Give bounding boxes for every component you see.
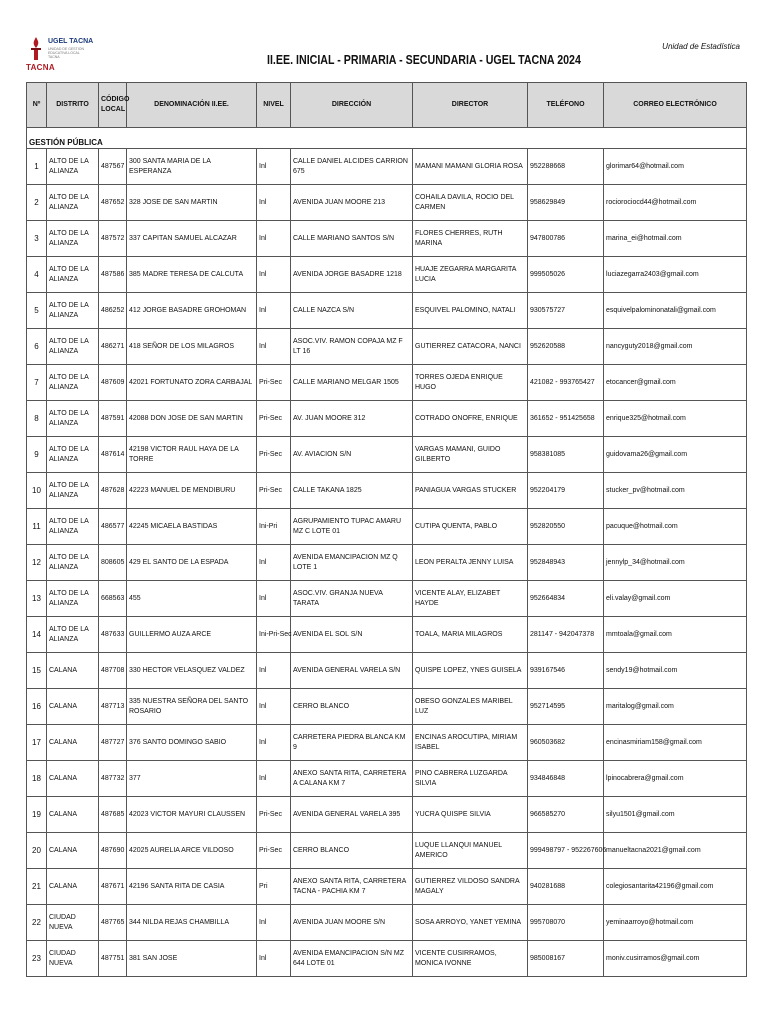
code-cell: 487690 xyxy=(99,833,127,869)
table-row xyxy=(27,941,747,977)
logo-word: TACNA xyxy=(26,63,55,72)
director-cell: COTRADO ONOFRE, ENRIQUE xyxy=(413,401,528,437)
code-cell: 486271 xyxy=(99,329,127,365)
level-cell: Inl xyxy=(257,221,291,257)
school-name-cell: 412 JORGE BASADRE GROHOMAN xyxy=(127,293,257,329)
table-row xyxy=(27,437,747,473)
email-cell: silyu1501@gmail.com xyxy=(604,797,747,833)
row-number: 16 xyxy=(27,689,47,725)
school-name-cell: 42023 VICTOR MAYURI CLAUSSEN xyxy=(127,797,257,833)
director-cell: YUCRA QUISPE SILVIA xyxy=(413,797,528,833)
school-name-cell: 42198 VICTOR RAUL HAYA DE LA TORRE xyxy=(127,437,257,473)
code-cell: 668563 xyxy=(99,581,127,617)
school-name-cell: GUILLERMO AUZA ARCE xyxy=(127,617,257,653)
director-cell: SOSA ARROYO, YANET YEMINA xyxy=(413,905,528,941)
torch-emblem-icon xyxy=(28,36,44,62)
school-name-cell: 429 EL SANTO DE LA ESPADA xyxy=(127,545,257,581)
school-name-cell: 381 SAN JOSE xyxy=(127,941,257,977)
email-cell: manueltacna2021@gmail.com xyxy=(604,833,747,869)
director-cell: TORRES OJEDA ENRIQUE HUGO xyxy=(413,365,528,401)
phone-cell: 995708070 xyxy=(528,905,604,941)
phone-cell: 939167546 xyxy=(528,653,604,689)
district-cell: ALTO DE LA ALIANZA xyxy=(47,473,99,509)
email-cell: nancyguty2018@gmail.com xyxy=(604,329,747,365)
address-cell: AVENIDA EL SOL S/N xyxy=(291,617,413,653)
director-cell: PANIAGUA VARGAS STUCKER xyxy=(413,473,528,509)
district-cell: ALTO DE LA ALIANZA xyxy=(47,365,99,401)
district-cell: ALTO DE LA ALIANZA xyxy=(47,257,99,293)
phone-cell: 952620588 xyxy=(528,329,604,365)
schools-table xyxy=(26,82,747,977)
school-name-cell: 42245 MICAELA BASTIDAS xyxy=(127,509,257,545)
school-name-cell: 377 xyxy=(127,761,257,797)
level-cell: Inl xyxy=(257,149,291,185)
row-number: 8 xyxy=(27,401,47,437)
row-number: 1 xyxy=(27,149,47,185)
director-cell: OBESO GONZALES MARIBEL LUZ xyxy=(413,689,528,725)
level-cell: Pri-Sec xyxy=(257,797,291,833)
director-cell: ENCINAS AROCUTIPA, MIRIAM ISABEL xyxy=(413,725,528,761)
code-cell: 486577 xyxy=(99,509,127,545)
table-row xyxy=(27,869,747,905)
school-name-cell: 344 NILDA REJAS CHAMBILLA xyxy=(127,905,257,941)
district-cell: ALTO DE LA ALIANZA xyxy=(47,329,99,365)
row-number: 23 xyxy=(27,941,47,977)
row-number: 2 xyxy=(27,185,47,221)
code-cell: 486252 xyxy=(99,293,127,329)
code-cell: 487591 xyxy=(99,401,127,437)
phone-cell: 958381085 xyxy=(528,437,604,473)
row-number: 14 xyxy=(27,617,47,653)
table-row xyxy=(27,725,747,761)
table-row xyxy=(27,905,747,941)
level-cell: Inl xyxy=(257,185,291,221)
email-cell: enrique325@hotmail.com xyxy=(604,401,747,437)
school-name-cell: 42021 FORTUNATO ZORA CARBAJAL xyxy=(127,365,257,401)
phone-cell: 952288668 xyxy=(528,149,604,185)
school-name-cell: 42196 SANTA RITA DE CASIA xyxy=(127,869,257,905)
director-cell: LUQUE LLANQUI MANUEL AMERICO xyxy=(413,833,528,869)
table-row xyxy=(27,365,747,401)
email-cell: marina_ei@hotmail.com xyxy=(604,221,747,257)
code-cell: 487633 xyxy=(99,617,127,653)
table-row xyxy=(27,257,747,293)
email-cell: encinasmiriam158@gmail.com xyxy=(604,725,747,761)
school-name-cell: 335 NUESTRA SEÑORA DEL SANTO ROSARIO xyxy=(127,689,257,725)
row-number: 12 xyxy=(27,545,47,581)
phone-cell: 281147 - 942047378 xyxy=(528,617,604,653)
phone-cell: 985008167 xyxy=(528,941,604,977)
address-cell: AV. JUAN MOORE 312 xyxy=(291,401,413,437)
code-cell: 487586 xyxy=(99,257,127,293)
code-cell: 487614 xyxy=(99,437,127,473)
address-cell: ASOC.VIV. GRANJA NUEVA TARATA xyxy=(291,581,413,617)
district-cell: CALANA xyxy=(47,869,99,905)
level-cell: Inl xyxy=(257,725,291,761)
email-cell: esquivelpalominonatali@gmail.com xyxy=(604,293,747,329)
email-cell: lpinocabrera@gmail.com xyxy=(604,761,747,797)
row-number: 13 xyxy=(27,581,47,617)
director-cell: COHAILA DAVILA, ROCIO DEL CARMEN xyxy=(413,185,528,221)
level-cell: Inl xyxy=(257,653,291,689)
address-cell: AVENIDA EMANCIPACION MZ Q LOTE 1 xyxy=(291,545,413,581)
level-cell: Inl xyxy=(257,761,291,797)
phone-cell: 952664834 xyxy=(528,581,604,617)
district-cell: ALTO DE LA ALIANZA xyxy=(47,545,99,581)
email-cell: glorimar64@hotmail.com xyxy=(604,149,747,185)
address-cell: CERRO BLANCO xyxy=(291,833,413,869)
level-cell: Inl xyxy=(257,689,291,725)
row-number: 17 xyxy=(27,725,47,761)
district-cell: CIUDAD NUEVA xyxy=(47,941,99,977)
row-number: 3 xyxy=(27,221,47,257)
email-cell: yeminaarroyo@hotmail.com xyxy=(604,905,747,941)
email-cell: stucker_pv@hotmail.com xyxy=(604,473,747,509)
school-name-cell: 42223 MANUEL DE MENDIBURU xyxy=(127,473,257,509)
email-cell: eli.valay@gmail.com xyxy=(604,581,747,617)
phone-cell: 361652 - 951425658 xyxy=(528,401,604,437)
row-number: 20 xyxy=(27,833,47,869)
school-name-cell: 376 SANTO DOMINGO SABIO xyxy=(127,725,257,761)
address-cell: CALLE MARIANO MELGAR 1505 xyxy=(291,365,413,401)
district-cell: CALANA xyxy=(47,833,99,869)
level-cell: Inl xyxy=(257,257,291,293)
col-direccion-header: DIRECCIÓN xyxy=(291,83,413,128)
level-cell: Inl xyxy=(257,329,291,365)
header-row xyxy=(27,83,747,128)
row-number: 9 xyxy=(27,437,47,473)
phone-cell: 947800786 xyxy=(528,221,604,257)
address-cell: AVENIDA JUAN MOORE 213 xyxy=(291,185,413,221)
phone-cell: 966585270 xyxy=(528,797,604,833)
code-cell: 487671 xyxy=(99,869,127,905)
row-number: 18 xyxy=(27,761,47,797)
code-cell: 487572 xyxy=(99,221,127,257)
phone-cell: 952848943 xyxy=(528,545,604,581)
email-cell: pacuque@hotmail.com xyxy=(604,509,747,545)
level-cell: Inl xyxy=(257,581,291,617)
district-cell: ALTO DE LA ALIANZA xyxy=(47,185,99,221)
district-cell: ALTO DE LA ALIANZA xyxy=(47,221,99,257)
address-cell: AVENIDA JORGE BASADRE 1218 xyxy=(291,257,413,293)
logo-name: UGEL TACNA xyxy=(48,38,94,45)
email-cell: etocancer@gmail.com xyxy=(604,365,747,401)
address-cell: AVENIDA EMANCIPACION S/N MZ 644 LOTE 01 xyxy=(291,941,413,977)
table-row xyxy=(27,761,747,797)
director-cell: VICENTE CUSIRRAMOS, MONICA IVONNE xyxy=(413,941,528,977)
district-cell: ALTO DE LA ALIANZA xyxy=(47,581,99,617)
code-cell: 487652 xyxy=(99,185,127,221)
row-number: 11 xyxy=(27,509,47,545)
address-cell: CALLE TAKANA 1825 xyxy=(291,473,413,509)
email-cell: sendy19@hotmail.com xyxy=(604,653,747,689)
address-cell: ANEXO SANTA RITA, CARRETERA TACNA - PACHIA KM 7 xyxy=(291,869,413,905)
table-row xyxy=(27,329,747,365)
level-cell: Pri-Sec xyxy=(257,401,291,437)
code-cell: 487685 xyxy=(99,797,127,833)
district-cell: CALANA xyxy=(47,761,99,797)
logo-subtitle: UNIDAD DE GESTION EDUCATIVA LOCAL TACNA xyxy=(48,47,84,59)
row-number: 19 xyxy=(27,797,47,833)
email-cell: maritalog@gmail.com xyxy=(604,689,747,725)
col-denominacion-header: DENOMINACIÓN II.EE. xyxy=(127,83,257,128)
code-cell: 487765 xyxy=(99,905,127,941)
school-name-cell: 42088 DON JOSE DE SAN MARTIN xyxy=(127,401,257,437)
director-cell: MAMANI MAMANI GLORIA ROSA xyxy=(413,149,528,185)
phone-cell: 952714595 xyxy=(528,689,604,725)
col-telefono-header: TELÉFONO xyxy=(528,83,604,128)
table-row xyxy=(27,473,747,509)
school-name-cell: 42025 AURELIA ARCE VILDOSO xyxy=(127,833,257,869)
code-cell: 808605 xyxy=(99,545,127,581)
director-cell: PINO CABRERA LUZGARDA SILVIA xyxy=(413,761,528,797)
phone-cell: 940281688 xyxy=(528,869,604,905)
row-number: 10 xyxy=(27,473,47,509)
table-row xyxy=(27,185,747,221)
table-row xyxy=(27,617,747,653)
col-codigo-header: CÓDIGO LOCAL xyxy=(99,83,127,128)
level-cell: Inl xyxy=(257,545,291,581)
director-cell: VICENTE ALAY, ELIZABET HAYDE xyxy=(413,581,528,617)
address-cell: CALLE DANIEL ALCIDES CARRION 675 xyxy=(291,149,413,185)
level-cell: Pri-Sec xyxy=(257,437,291,473)
table-row xyxy=(27,581,747,617)
phone-cell: 999498797 - 952267606 xyxy=(528,833,604,869)
code-cell: 487727 xyxy=(99,725,127,761)
district-cell: ALTO DE LA ALIANZA xyxy=(47,509,99,545)
row-number: 7 xyxy=(27,365,47,401)
table-row xyxy=(27,653,747,689)
table-header xyxy=(27,83,747,128)
phone-cell: 960503682 xyxy=(528,725,604,761)
district-cell: CALANA xyxy=(47,689,99,725)
address-cell: AVENIDA GENERAL VARELA S/N xyxy=(291,653,413,689)
unit-label: Unidad de Estadística xyxy=(662,42,740,51)
col-correo-header: CORREO ELECTRÓNICO xyxy=(604,83,747,128)
ugel-logo xyxy=(26,36,94,76)
section-row xyxy=(27,128,747,149)
col-num-header: Nº xyxy=(27,83,47,128)
level-cell: Inl xyxy=(257,905,291,941)
table-row xyxy=(27,797,747,833)
col-distrito-header: DISTRITO xyxy=(47,83,99,128)
level-cell: Pri-Sec xyxy=(257,473,291,509)
address-cell: AVENIDA GENERAL VARELA 395 xyxy=(291,797,413,833)
table-row xyxy=(27,149,747,185)
phone-cell: 934846848 xyxy=(528,761,604,797)
email-cell: jennylp_34@hotmail.com xyxy=(604,545,747,581)
school-name-cell: 300 SANTA MARIA DE LA ESPERANZA xyxy=(127,149,257,185)
director-cell: VARGAS MAMANI, GUIDO GILBERTO xyxy=(413,437,528,473)
level-cell: Ini-Pri xyxy=(257,509,291,545)
row-number: 21 xyxy=(27,869,47,905)
director-cell: LEON PERALTA JENNY LUISA xyxy=(413,545,528,581)
district-cell: ALTO DE LA ALIANZA xyxy=(47,149,99,185)
table-row xyxy=(27,401,747,437)
row-number: 4 xyxy=(27,257,47,293)
director-cell: FLORES CHERRES, RUTH MARINA xyxy=(413,221,528,257)
email-cell: luciazegarra2403@gmail.com xyxy=(604,257,747,293)
district-cell: ALTO DE LA ALIANZA xyxy=(47,401,99,437)
email-cell: moniv.cusirramos@gmail.com xyxy=(604,941,747,977)
page-title: II.EE. INICIAL - PRIMARIA - SECUNDARIA - UGEL TACNA 2024 xyxy=(267,52,581,67)
address-cell: AV. AVIACION S/N xyxy=(291,437,413,473)
director-cell: GUTIERREZ VILDOSO SANDRA MAGALY xyxy=(413,869,528,905)
col-nivel-header: NIVEL xyxy=(257,83,291,128)
phone-cell: 930575727 xyxy=(528,293,604,329)
school-name-cell: 418 SEÑOR DE LOS MILAGROS xyxy=(127,329,257,365)
director-cell: ESQUIVEL PALOMINO, NATALI xyxy=(413,293,528,329)
table-row xyxy=(27,221,747,257)
address-cell: ANEXO SANTA RITA, CARRETERA A CALANA KM 7 xyxy=(291,761,413,797)
address-cell: ASOC.VIV. RAMON COPAJA MZ F LT 16 xyxy=(291,329,413,365)
code-cell: 487713 xyxy=(99,689,127,725)
level-cell: Inl xyxy=(257,941,291,977)
code-cell: 487708 xyxy=(99,653,127,689)
district-cell: CALANA xyxy=(47,725,99,761)
school-name-cell: 385 MADRE TERESA DE CALCUTA xyxy=(127,257,257,293)
district-cell: CALANA xyxy=(47,653,99,689)
address-cell: CARRETERA PIEDRA BLANCA KM 9 xyxy=(291,725,413,761)
address-cell: CALLE NAZCA S/N xyxy=(291,293,413,329)
director-cell: QUISPE LOPEZ, YNES GUISELA xyxy=(413,653,528,689)
table-row xyxy=(27,509,747,545)
phone-cell: 958629849 xyxy=(528,185,604,221)
section-label: GESTIÓN PÚBLICA xyxy=(27,128,747,149)
table-row xyxy=(27,545,747,581)
row-number: 6 xyxy=(27,329,47,365)
code-cell: 487567 xyxy=(99,149,127,185)
row-number: 22 xyxy=(27,905,47,941)
phone-cell: 952820550 xyxy=(528,509,604,545)
address-cell: CALLE MARIANO SANTOS S/N xyxy=(291,221,413,257)
code-cell: 487609 xyxy=(99,365,127,401)
col-director-header: DIRECTOR xyxy=(413,83,528,128)
phone-cell: 999505026 xyxy=(528,257,604,293)
school-name-cell: 455 xyxy=(127,581,257,617)
level-cell: Ini-Pri-Sec xyxy=(257,617,291,653)
address-cell: CERRO BLANCO xyxy=(291,689,413,725)
level-cell: Pri xyxy=(257,869,291,905)
phone-cell: 421082 - 993765427 xyxy=(528,365,604,401)
email-cell: mmtoala@gmail.com xyxy=(604,617,747,653)
school-name-cell: 330 HECTOR VELASQUEZ VALDEZ xyxy=(127,653,257,689)
table-row xyxy=(27,293,747,329)
district-cell: ALTO DE LA ALIANZA xyxy=(47,293,99,329)
address-cell: AVENIDA JUAN MOORE S/N xyxy=(291,905,413,941)
school-name-cell: 337 CAPITAN SAMUEL ALCAZAR xyxy=(127,221,257,257)
district-cell: CALANA xyxy=(47,797,99,833)
email-cell: guidovama26@gmail.com xyxy=(604,437,747,473)
table-row xyxy=(27,689,747,725)
phone-cell: 952204179 xyxy=(528,473,604,509)
code-cell: 487628 xyxy=(99,473,127,509)
director-cell: GUTIERREZ CATACORA, NANCI xyxy=(413,329,528,365)
director-cell: CUTIPA QUENTA, PABLO xyxy=(413,509,528,545)
email-cell: rociorociocd44@hotmail.com xyxy=(604,185,747,221)
level-cell: Inl xyxy=(257,293,291,329)
row-number: 5 xyxy=(27,293,47,329)
director-cell: HUAJE ZEGARRA MARGARITA LUCIA xyxy=(413,257,528,293)
district-cell: CIUDAD NUEVA xyxy=(47,905,99,941)
row-number: 15 xyxy=(27,653,47,689)
director-cell: TOALA, MARIA MILAGROS xyxy=(413,617,528,653)
table-body xyxy=(27,128,747,977)
address-cell: AGRUPAMIENTO TUPAC AMARU MZ C LOTE 01 xyxy=(291,509,413,545)
code-cell: 487732 xyxy=(99,761,127,797)
email-cell: colegiosantarita42196@gmail.com xyxy=(604,869,747,905)
school-name-cell: 328 JOSE DE SAN MARTIN xyxy=(127,185,257,221)
district-cell: ALTO DE LA ALIANZA xyxy=(47,437,99,473)
level-cell: Pri-Sec xyxy=(257,833,291,869)
table-row xyxy=(27,833,747,869)
level-cell: Pri-Sec xyxy=(257,365,291,401)
code-cell: 487751 xyxy=(99,941,127,977)
district-cell: ALTO DE LA ALIANZA xyxy=(47,617,99,653)
